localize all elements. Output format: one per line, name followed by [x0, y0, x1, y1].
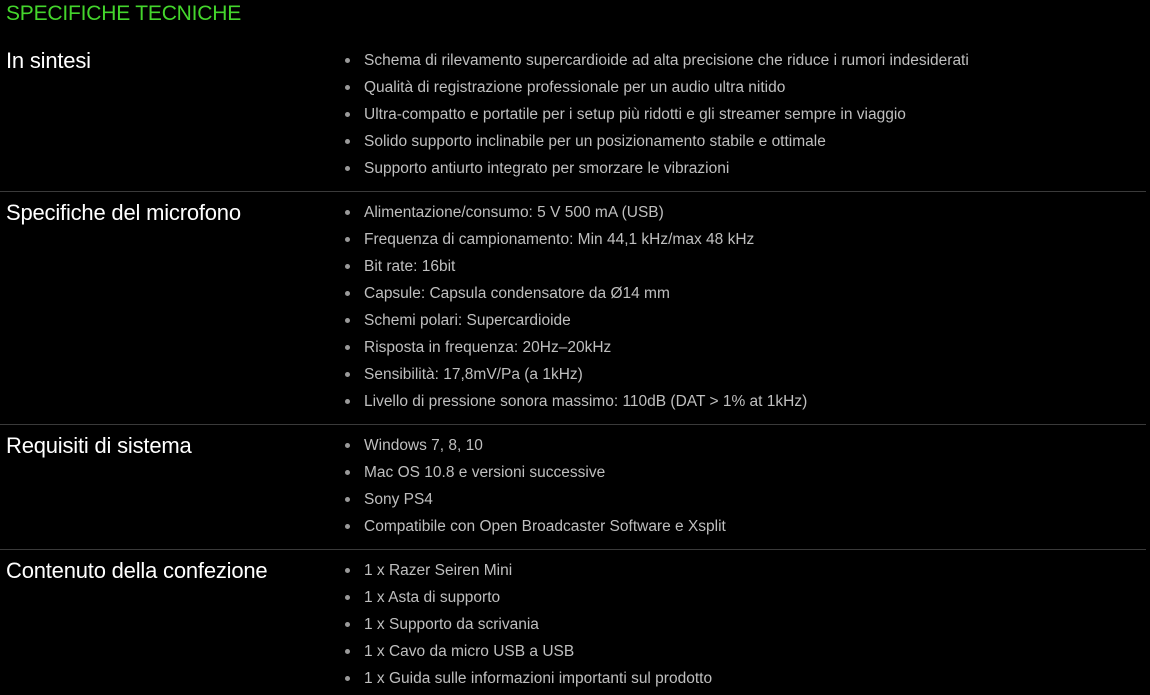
bullet-icon: [345, 264, 350, 269]
bullet-icon: [345, 497, 350, 502]
spec-list: [345, 50, 969, 185]
list-item-text: Sony PS4: [364, 491, 433, 508]
list-item: [345, 462, 726, 489]
list-item: [345, 668, 712, 695]
section-heading: Requisiti di sistema: [6, 433, 192, 458]
list-item-text: Mac OS 10.8 e versioni successive: [364, 464, 606, 481]
bullet-icon: [345, 443, 350, 448]
list-item-text: 1 x Guida sulle informazioni importanti sul prodotto: [364, 670, 713, 687]
list-item: [345, 364, 807, 391]
bullet-icon: [345, 676, 350, 681]
bullet-icon: [345, 345, 350, 350]
bullet-icon: [345, 58, 350, 63]
list-item-text: Solido supporto inclinabile per un posizionamento stabile e ottimale: [364, 133, 826, 150]
list-item-text: Risposta in frequenza: 20Hz–20kHz: [364, 339, 612, 356]
bullet-icon: [345, 372, 350, 377]
section-specifiche-microfono: [0, 199, 1146, 425]
list-item: [345, 104, 969, 131]
list-item-text: Capsule: Capsula condensatore da Ø14 mm: [364, 285, 670, 302]
list-item: [345, 77, 969, 104]
list-item-text: Frequenza di campionamento: Min 44,1 kHz/max 48 kHz: [364, 231, 755, 248]
section-requisiti-sistema: [0, 432, 1146, 550]
section-heading: Specifiche del microfono: [6, 200, 241, 225]
list-item: [345, 158, 969, 185]
list-item: [345, 391, 807, 418]
bullet-icon: [345, 166, 350, 171]
list-item-text: 1 x Cavo da micro USB a USB: [364, 643, 575, 660]
list-item-text: Qualità di registrazione professionale per un audio ultra nitido: [364, 79, 786, 96]
list-item-text: 1 x Razer Seiren Mini: [364, 562, 513, 579]
bullet-icon: [345, 622, 350, 627]
list-item-text: Compatibile con Open Broadcaster Software e Xsplit: [364, 518, 726, 535]
section-in-sintesi: [0, 47, 1146, 192]
list-item: [345, 131, 969, 158]
bullet-icon: [345, 399, 350, 404]
bullet-icon: [345, 291, 350, 296]
page-title: SPECIFICHE TECNICHE: [6, 2, 242, 25]
list-item: [345, 614, 712, 641]
bullet-icon: [345, 595, 350, 600]
list-item-text: Sensibilità: 17,8mV/Pa (a 1kHz): [364, 366, 583, 383]
list-item-text: Windows 7, 8, 10: [364, 437, 483, 454]
list-item: [345, 256, 807, 283]
list-item: [345, 202, 807, 229]
list-item-text: Bit rate: 16bit: [364, 258, 456, 275]
section-heading: In sintesi: [6, 48, 91, 73]
spec-list: [345, 435, 726, 543]
list-item-text: Livello di pressione sonora massimo: 110dB (DAT > 1% at 1kHz): [364, 393, 808, 410]
bullet-icon: [345, 524, 350, 529]
list-item: [345, 587, 712, 614]
list-item: [345, 283, 807, 310]
list-item: [345, 310, 807, 337]
list-item-text: 1 x Asta di supporto: [364, 589, 501, 606]
bullet-icon: [345, 210, 350, 215]
bullet-icon: [345, 237, 350, 242]
list-item-text: 1 x Supporto da scrivania: [364, 616, 539, 633]
list-item-text: Supporto antiurto integrato per smorzare le vibrazioni: [364, 160, 730, 177]
list-item: [345, 50, 969, 77]
section-heading: Contenuto della confezione: [6, 558, 268, 583]
list-item-text: Schema di rilevamento supercardioide ad alta precisione che riduce i rumori indesiderati: [364, 52, 969, 69]
bullet-icon: [345, 112, 350, 117]
list-item-text: Schemi polari: Supercardioide: [364, 312, 571, 329]
list-item: [345, 489, 726, 516]
list-item: [345, 516, 726, 543]
list-item: [345, 435, 726, 462]
spec-list: [345, 560, 712, 695]
list-item: [345, 229, 807, 256]
list-item: [345, 337, 807, 364]
bullet-icon: [345, 318, 350, 323]
section-contenuto-confezione: [0, 557, 1146, 692]
bullet-icon: [345, 139, 350, 144]
list-item-text: Ultra-compatto e portatile per i setup più ridotti e gli streamer sempre in viaggio: [364, 106, 906, 123]
spec-list: [345, 202, 807, 418]
bullet-icon: [345, 649, 350, 654]
bullet-icon: [345, 470, 350, 475]
list-item-text: Alimentazione/consumo: 5 V 500 mA (USB): [364, 204, 664, 221]
bullet-icon: [345, 85, 350, 90]
list-item: [345, 560, 712, 587]
bullet-icon: [345, 568, 350, 573]
list-item: [345, 641, 712, 668]
